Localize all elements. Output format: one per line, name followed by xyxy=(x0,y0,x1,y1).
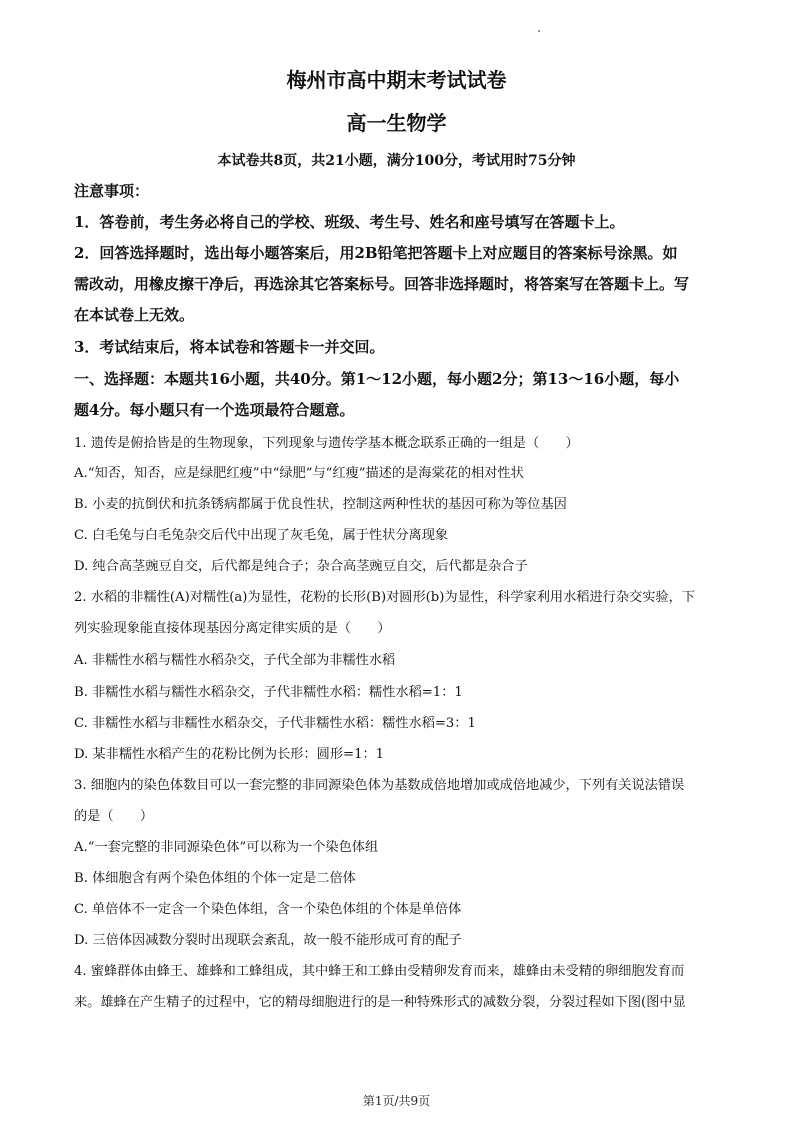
q2-option-d: D. 某非糯性水稻产生的花粉比例为长形：圆形=1：1 xyxy=(74,747,385,762)
q3-stem-line-1: 3. 细胞内的染色体数目可以一套完整的非同源染色体为基数成倍地增加或成倍地减少，下列有关说法错误 xyxy=(74,778,685,793)
subject-title: 高一生物学 xyxy=(346,111,447,135)
q1-option-b: B. 小麦的抗倒伏和抗条锈病都属于优良性状，控制这两种性状的基因可称为等位基因 xyxy=(74,497,567,512)
q4-stem-line-1: 4. 蜜蜂群体由蜂王、雄蜂和工蜂组成，其中蜂王和工蜂由受精卵发育而来，雄蜂由未受精的卵细胞发育而 xyxy=(74,964,685,979)
q3-option-a: A.“一套完整的非同源染色体”可以称为一个染色体组 xyxy=(74,840,379,855)
q2-stem-line-2: 列实验现象能直接体现基因分离定律实质的是（ ） xyxy=(74,621,391,636)
section-heading-line-1: 一、选择题：本题共16小题，共40分。第1～12小题，每小题2分；第13～16小题，每小 xyxy=(74,370,680,388)
q2-option-b: B. 非糯性水稻与糯性水稻杂交，子代非糯性水稻：糯性水稻=1：1 xyxy=(74,685,463,700)
q2-option-c: C. 非糯性水稻与非糯性水稻杂交，子代非糯性水稻：糯性水稻=3：1 xyxy=(74,716,476,731)
q3-option-b: B. 体细胞含有两个染色体组的个体一定是二倍体 xyxy=(74,871,356,886)
q1-option-d: D. 纯合高茎豌豆自交，后代都是纯合子；杂合高茎豌豆自交，后代都是杂合子 xyxy=(74,559,528,574)
exam-info: 本试卷共8页，共21小题，满分100分，考试用时75分钟 xyxy=(217,153,576,169)
q3-option-c: C. 单倍体不一定含一个染色体组，含一个染色体组的个体是单倍体 xyxy=(74,902,462,917)
q3-option-d: D. 三倍体因减数分裂时出现联会紊乱，故一般不能形成可育的配子 xyxy=(74,933,462,948)
page-number: 第1页/共9页 xyxy=(362,1094,431,1108)
q1-option-a: A.“知否，知否，应是绿肥红瘦”中“绿肥”与“红瘦”描述的是海棠花的相对性状 xyxy=(74,466,524,481)
notice-heading: 注意事项： xyxy=(74,182,150,200)
notice-item-2-line-3: 在本试卷上无效。 xyxy=(74,306,195,324)
scan-dot xyxy=(538,30,540,32)
q2-stem-line-1: 2. 水稻的非糯性(A)对糯性(a)为显性，花粉的长形(B)对圆形(b)为显性，科学家利用水稻进行杂交实验，下 xyxy=(74,590,695,605)
notice-item-3: 3．考试结束后，将本试卷和答题卡一并交回。 xyxy=(74,338,385,356)
section-heading-line-2: 题4分。每小题只有一个选项最符合题意。 xyxy=(74,401,355,419)
notice-item-2-line-2: 需改动，用橡皮擦干净后，再选涂其它答案标号。回答非选择题时，将答案写在答题卡上。写 xyxy=(74,275,690,293)
notice-item-1: 1．答卷前，考生务必将自己的学校、班级、考生号、姓名和座号填写在答题卡上。 xyxy=(74,213,625,231)
q1-option-c: C. 白毛兔与白毛兔杂交后代中出现了灰毛兔，属于性状分离现象 xyxy=(74,528,449,543)
q2-option-a: A. 非糯性水稻与糯性水稻杂交，子代全部为非糯性水稻 xyxy=(74,653,396,668)
notice-item-2-line-1: 2．回答选择题时，选出每小题答案后，用2B铅笔把答题卡上对应题目的答案标号涂黑。如 xyxy=(74,244,678,262)
q3-stem-line-2: 的是（ ） xyxy=(74,809,154,824)
exam-title: 梅州市高中期末考试试卷 xyxy=(286,68,507,92)
q4-stem-line-2: 来。雄蜂在产生精子的过程中，它的精母细胞进行的是一种特殊形式的减数分裂，分裂过程如下图(图中显 xyxy=(74,995,686,1010)
q1-stem: 1. 遗传是俯拾皆是的生物现象，下列现象与遗传学基本概念联系正确的一组是（ ） xyxy=(74,436,579,451)
